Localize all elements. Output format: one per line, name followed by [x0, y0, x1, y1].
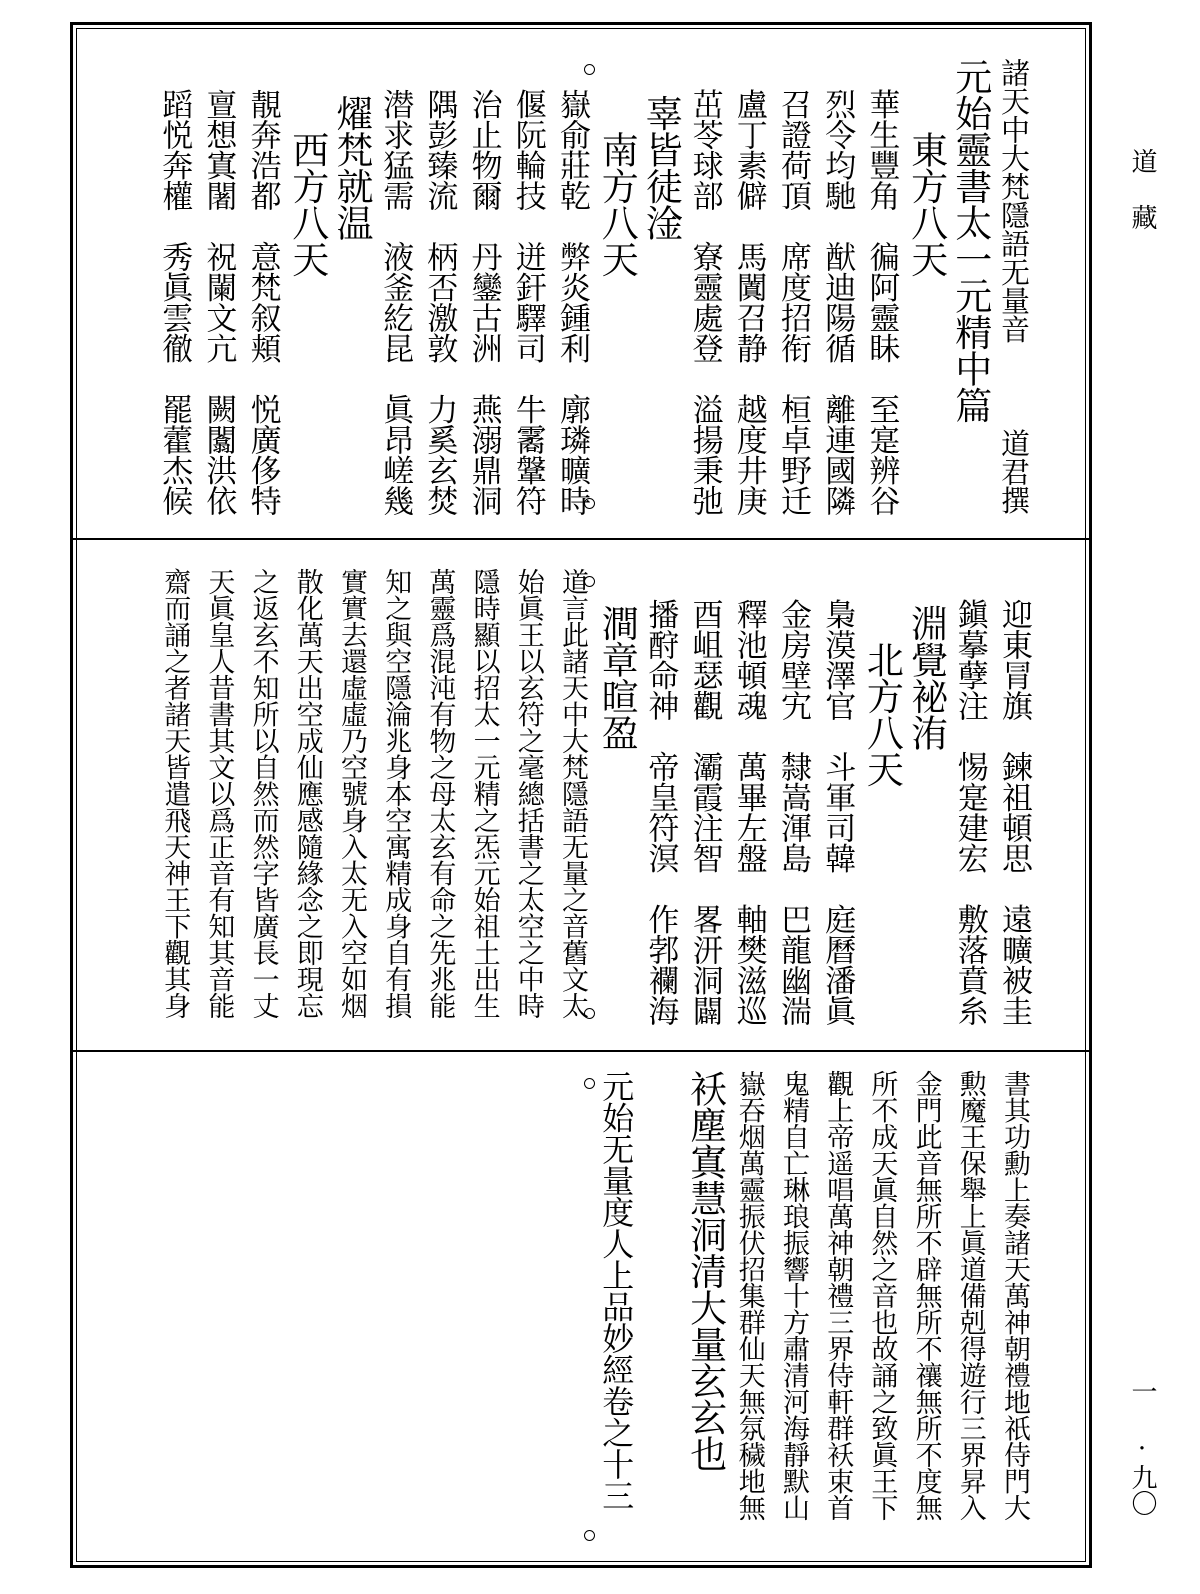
panel-divider-lower: [73, 1050, 1089, 1052]
text-column: 鬼精自亡琳琅振響十方肅清河海靜默山: [778, 1070, 809, 1521]
text-column: 南方八天: [595, 58, 639, 277]
text-column: 天眞皇人昔書其文以爲正音有知其音能: [203, 568, 235, 1019]
text-column: 淵覺袐洧: [904, 568, 948, 751]
text-column: 觀上帝遥唱萬神朝禮三界侍軒群袄束首: [822, 1070, 854, 1521]
text-column: 梟漠澤官 斗軍司韓 庭曆潘眞: [819, 568, 856, 1026]
text-column: 金門此音無所不辟無所不禳無所不度無: [910, 1070, 942, 1521]
text-column: 勲魔王保舉上眞道備剋得遊行三界昇入: [954, 1070, 986, 1521]
text-column: 袄塵寘慧洞清大量玄玄也: [683, 1070, 727, 1472]
text-column: 東方八天: [904, 58, 948, 277]
text-column: 召證荷頂 席度招衔 桓卓野迁: [775, 58, 811, 516]
panel-divider-upper: [73, 538, 1089, 540]
text-column: 之返玄不知所以自然而然字皆廣長一丈: [247, 568, 279, 1019]
text-column: 齋而誦之者諸天皆遣飛天神王下觀其身: [159, 568, 191, 1019]
text-column: 釋池頓魂 萬畢左盤 軸樊滋巡: [730, 568, 767, 1026]
text-column: 散化萬天出空成仙應感隨緣念之即現忘: [291, 568, 323, 1019]
page-number: 一 ·九〇: [1127, 1378, 1157, 1516]
text-column: 盧丁素僻 馬闐召静 越度井庚: [730, 58, 767, 516]
text-column: 嶽俞莊乾 弊炎鍾利 廓璘曠時: [554, 58, 590, 516]
text-column: 亶想寘闍 祝闌文亢 闕闟洪依: [200, 58, 237, 516]
text-column: 萬靈爲混沌有物之母太玄有命之先兆能: [424, 568, 456, 1019]
text-column: 所不成天眞自然之音也故誦之致眞王下: [866, 1070, 898, 1521]
text-column: 隱時顯以招太一元精之炁元始祖土出生: [468, 568, 500, 1019]
text-column: 元始靈書太一元精中篇: [948, 58, 992, 423]
text-column: 治止物爾 丹鑾古洲 燕溺鼎洞: [465, 58, 502, 516]
text-column: 酉岨瑟觀 灞霞注智 畧汧洞闢: [686, 568, 723, 1026]
text-column: 元始无量度人上品妙經卷之十三: [597, 1070, 636, 1511]
text-column: 蹈悦奔權 秀眞雲徹 罷藿杰候: [156, 58, 193, 516]
text-column: 始眞王以玄符之毫總括書之太空之中時: [512, 568, 544, 1019]
text-column: 鎭摹孽注 惕寔建宏 敷落賁糸: [951, 568, 988, 1026]
text-column: 諸天中大梵隱語无量音 道君撰: [997, 58, 1031, 514]
text-column: 靚奔浩都 意梵叙頬 悦廣侈特: [244, 58, 281, 516]
text-column: 潜求猛需 液釜紇昆 眞昂嵯幾: [377, 58, 414, 516]
text-column: 道言此諸天中大梵隱語无量之音舊文太: [557, 568, 588, 1019]
text-column: 播酧命神 帝皇符溟 作郣襴海: [642, 568, 679, 1026]
text-column: 書其功勳上奏諸天萬神朝禮地祇侍門大: [999, 1070, 1030, 1521]
text-column: 偃阮輪技 迸釬驛司 牛霱鞶符: [509, 58, 546, 516]
text-column: 隅彭臻流 柄否激敦 力奚玄焚: [421, 58, 458, 516]
text-column: 澗章暄盈: [595, 568, 639, 751]
text-column: 茁苓球部 寮靈處登 溢揚秉弛: [686, 58, 723, 516]
text-column: 燿梵就温: [330, 58, 373, 241]
collation-mark: [584, 1530, 595, 1541]
text-column: 烈令均馳 猷迪陽循 離連國隣: [819, 58, 856, 516]
text-column: 華生豐角 徧阿靈眛 至寔辨谷: [863, 58, 900, 516]
text-column: 知之與空隱淪兆身本空寓精成身自有損: [380, 568, 412, 1019]
text-column: 北方八天: [860, 568, 904, 787]
text-column: 西方八天: [285, 58, 329, 277]
text-column: 辜皆徒淦: [639, 58, 683, 241]
text-column: 嶽吞烟萬靈振伏招集群仙天無氛穢地無: [733, 1070, 765, 1521]
text-column: 金房壁宄 隸嵩渾島 巴龍幽湍: [775, 568, 811, 1026]
text-column: 迎東冐旗 鍊祖頓思 遠曠被圭: [996, 568, 1032, 1026]
text-column: 實實去還虛虛乃空號身入太无入空如烟: [336, 568, 367, 1019]
series-title: 道 藏: [1127, 148, 1157, 230]
